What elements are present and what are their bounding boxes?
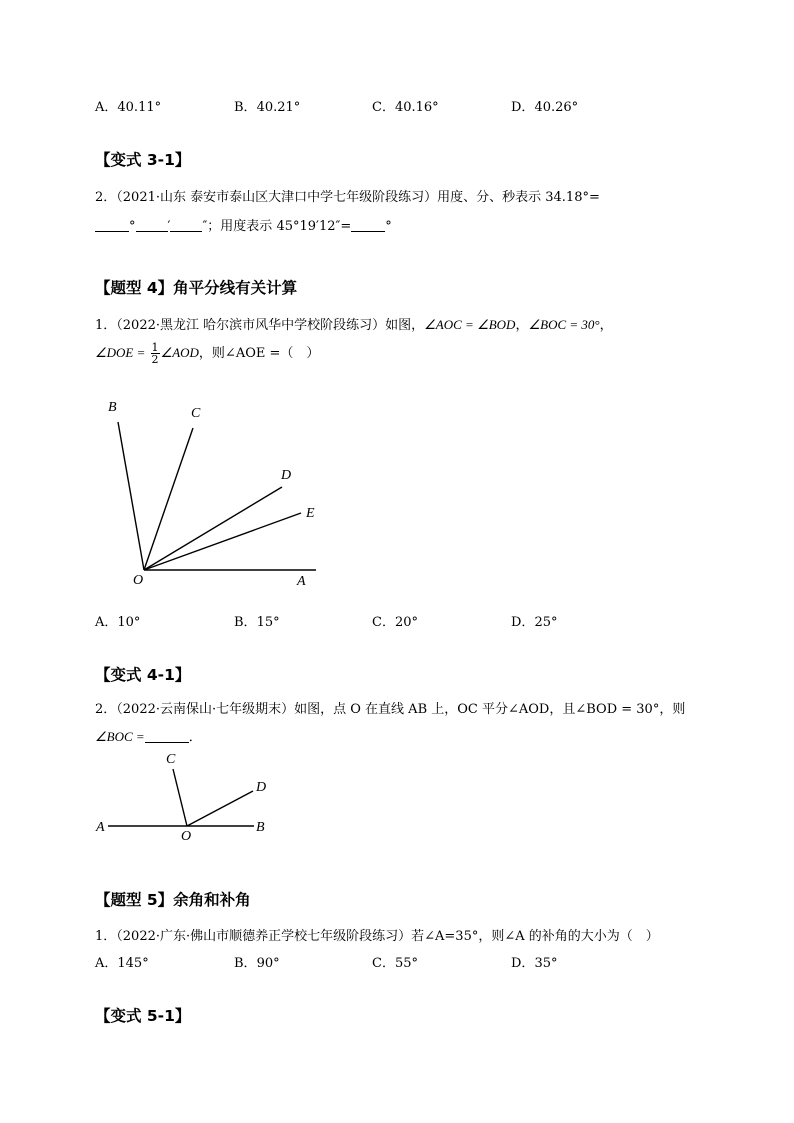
option-b: B．40.21° [234, 100, 301, 115]
ray-ob [118, 422, 144, 570]
label-e: E [306, 506, 315, 521]
option-a: A．40.11° [95, 100, 162, 115]
label-o: O [133, 573, 144, 588]
option-a: A．145° [95, 956, 149, 971]
option-c: C．20° [372, 615, 418, 630]
ray-oe [144, 513, 301, 570]
label-b: B [108, 400, 117, 415]
type-4-heading: 【题型 4】角平分线有关计算 [95, 279, 298, 297]
variant-4-1-heading: 【变式 4-1】 [95, 666, 191, 684]
type-5-heading: 【题型 5】余角和补角 [95, 891, 251, 909]
label-c: C [166, 752, 176, 767]
answer-blank[interactable] [95, 219, 129, 232]
type-4-question: 1．（2022·黑龙江 哈尔滨市风华中学校阶段练习）如图，∠AOC = ∠BOD，∠BOC = 30°， [95, 317, 613, 333]
type-5-question: 1．（2022·广东·佛山市顺德养正学校七年级阶段练习）若∠A=35°，则∠A 的补角的大小为（ ） [95, 929, 659, 944]
ray-oc [144, 428, 193, 570]
option-d: D．35° [511, 956, 558, 971]
option-d: D．25° [511, 615, 558, 630]
option-b: B．90° [234, 956, 280, 971]
type-4-condition-line: ∠DOE = $\frac{1}{2}$ ∠AOD，则∠AOE =（ ） [95, 341, 320, 366]
option-d: D．40.26° [511, 100, 579, 115]
label-a: A [96, 820, 105, 835]
label-b: B [256, 820, 265, 835]
angle-diagram-1 [90, 392, 330, 592]
label-a: A [297, 574, 306, 589]
ray-oc [173, 769, 187, 826]
answer-blank[interactable] [170, 219, 202, 232]
variant-5-1-heading: 【变式 5-1】 [95, 1007, 191, 1025]
label-d: D [256, 780, 267, 795]
label-o: O [181, 829, 192, 844]
label-d: D [281, 468, 292, 483]
answer-blank[interactable] [136, 219, 168, 232]
option-b: B．15° [234, 615, 280, 630]
variant-4-1-question: 2．（2022·云南保山·七年级期末）如图，点 O 在直线 AB 上，OC 平分∠AOD，且∠BOD = 30°，则 [95, 702, 686, 717]
angle-diagram-2 [90, 745, 280, 845]
option-c: C．40.16° [372, 100, 439, 115]
ray-od [144, 487, 282, 570]
answer-blank[interactable] [351, 219, 385, 232]
ray-od [187, 791, 253, 826]
variant-3-1-heading: 【变式 3-1】 [95, 151, 191, 169]
label-c: C [191, 406, 201, 421]
answer-blank[interactable] [145, 730, 189, 743]
fraction: $\frac{1}{2}$ [151, 341, 159, 366]
variant-3-1-answer-line: ° ′ ″；用度表示 45°19′12″= ° [95, 215, 392, 234]
variant-4-1-answer-line: ∠BOC = ． [95, 729, 202, 745]
option-c: C．55° [372, 956, 418, 971]
variant-3-1-question: 2．（2021·山东 泰安市泰山区大津口中学七年级阶段练习）用度、分、秒表示 34.18°= [95, 190, 600, 205]
option-a: A．10° [95, 615, 141, 630]
